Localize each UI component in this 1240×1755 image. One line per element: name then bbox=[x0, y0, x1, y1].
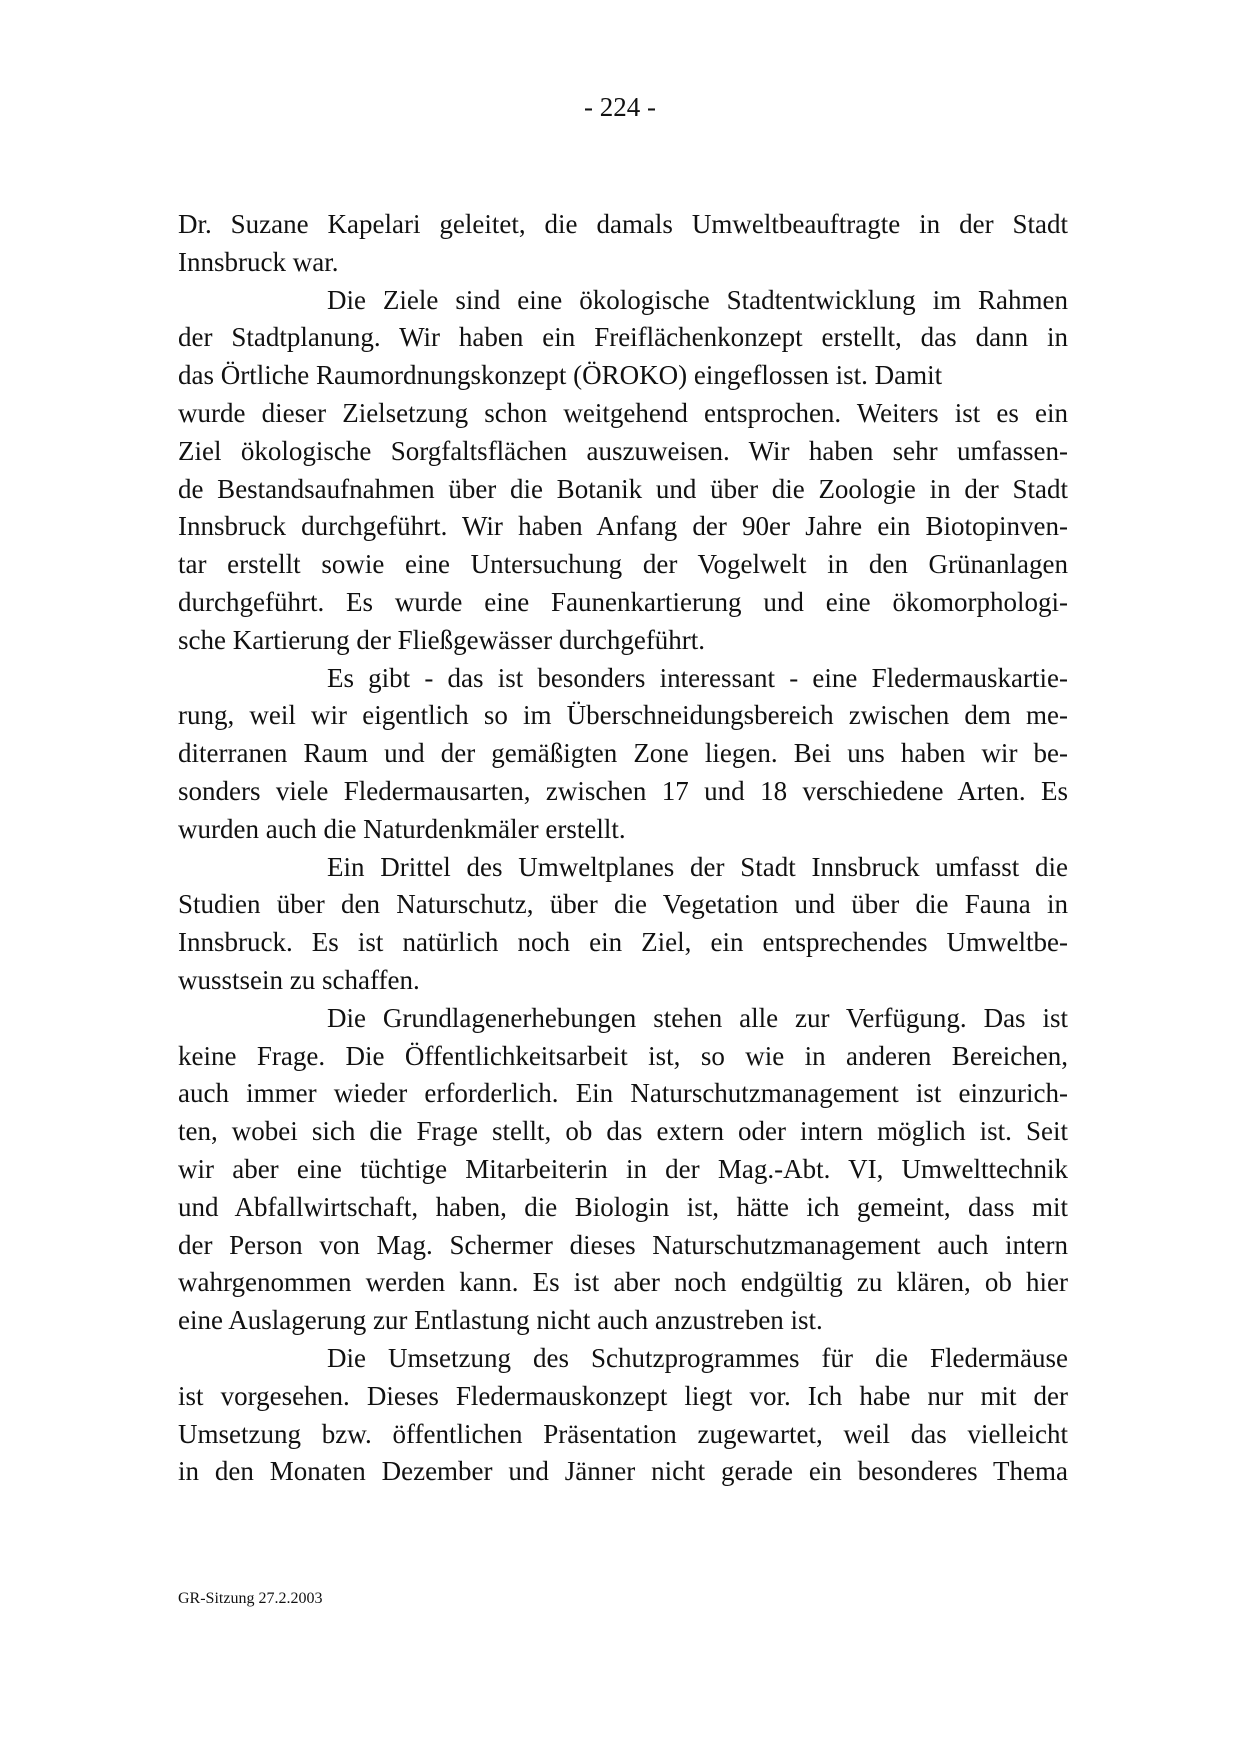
text-line: auch immer wieder erforderlich. Ein Naturschutzmanagement ist einzurich- bbox=[178, 1078, 1068, 1109]
page-footer: GR-Sitzung 27.2.2003 bbox=[178, 1590, 323, 1607]
text-line: ist vorgesehen. Dieses Fledermauskonzept liegt vor. Ich habe nur mit der bbox=[178, 1380, 1068, 1411]
text-line: Dr. Suzane Kapelari geleitet, die damals Umweltbeauftragte in der Stadt bbox=[178, 209, 1068, 239]
text-line: Umsetzung bzw. öffentlichen Präsentation zugewartet, weil das vielleicht bbox=[178, 1418, 1068, 1449]
text-line: keine Frage. Die Öffentlichkeitsarbeit ist, so wie in anderen Bereichen, bbox=[178, 1040, 1068, 1071]
text-line: der Stadtplanung. Wir haben ein Freiflächenkonzept erstellt, das dann in bbox=[178, 322, 1068, 353]
text-line: wurden auch die Naturdenkmäler erstellt. bbox=[178, 813, 626, 844]
text-line: tar erstellt sowie eine Untersuchung der Vogelwelt in den Grünanlagen bbox=[178, 549, 1068, 580]
text-line: de Bestandsaufnahmen über die Botanik und über die Zoologie in der Stadt bbox=[178, 473, 1068, 504]
page-number: - 224 - bbox=[584, 92, 656, 122]
text-line: diterranen Raum und der gemäßigten Zone liegen. Bei uns haben wir be- bbox=[178, 738, 1068, 769]
text-line: Innsbruck war. bbox=[178, 246, 339, 277]
text-line: in den Monaten Dezember und Jänner nicht gerade ein besonderes Thema bbox=[178, 1456, 1068, 1487]
text-line: und Abfallwirtschaft, haben, die Biologin ist, hätte ich gemeint, dass mit bbox=[178, 1191, 1068, 1222]
text-line: das Örtliche Raumordnungskonzept (ÖROKO) eingeflossen ist. Damit bbox=[178, 360, 943, 391]
text-line: wurde dieser Zielsetzung schon weitgehend entsprochen. Weiters ist es ein bbox=[178, 397, 1068, 428]
text-line: sche Kartierung der Fließgewässer durchgeführt. bbox=[178, 624, 706, 655]
text-line: wusstsein zu schaffen. bbox=[178, 964, 420, 995]
text-line: sonders viele Fledermausarten, zwischen 17 und 18 verschiedene Arten. Es bbox=[178, 775, 1068, 806]
text-line: Die Ziele sind eine ökologische Stadtentwicklung im Rahmen bbox=[327, 284, 1068, 315]
text-line: wir aber eine tüchtige Mitarbeiterin in der Mag.-Abt. VI, Umwelttechnik bbox=[178, 1153, 1068, 1184]
text-line: Es gibt - das ist besonders interessant - eine Fledermauskartie- bbox=[327, 662, 1068, 693]
text-line: Studien über den Naturschutz, über die Vegetation und über die Fauna in bbox=[178, 889, 1068, 920]
text-line: Innsbruck durchgeführt. Wir haben Anfang der 90er Jahre ein Biotopinven- bbox=[178, 511, 1068, 542]
text-line: der Person von Mag. Schermer dieses Naturschutzmanagement auch intern bbox=[178, 1229, 1068, 1260]
text-line: eine Auslagerung zur Entlastung nicht auch anzustreben ist. bbox=[178, 1305, 823, 1336]
text-line: durchgeführt. Es wurde eine Faunenkartierung und eine ökomorphologi- bbox=[178, 586, 1068, 617]
text-line: Innsbruck. Es ist natürlich noch ein Ziel, ein entsprechendes Umweltbe- bbox=[178, 927, 1068, 958]
text-line: Ein Drittel des Umweltplanes der Stadt Innsbruck umfasst die bbox=[327, 851, 1068, 882]
text-line: wahrgenommen werden kann. Es ist aber noch endgültig zu klären, ob hier bbox=[178, 1267, 1068, 1298]
text-line: Die Umsetzung des Schutzprogrammes für die Fledermäuse bbox=[327, 1342, 1068, 1373]
text-line: Die Grundlagenerhebungen stehen alle zur Verfügung. Das ist bbox=[327, 1002, 1068, 1033]
text-line: ten, wobei sich die Frage stellt, ob das extern oder intern möglich ist. Seit bbox=[178, 1116, 1068, 1147]
text-line: rung, weil wir eigentlich so im Überschneidungsbereich zwischen dem me- bbox=[178, 700, 1068, 731]
text-line: Ziel ökologische Sorgfaltsflächen auszuweisen. Wir haben sehr umfassen- bbox=[178, 435, 1068, 466]
body-text bbox=[178, 206, 1068, 1491]
